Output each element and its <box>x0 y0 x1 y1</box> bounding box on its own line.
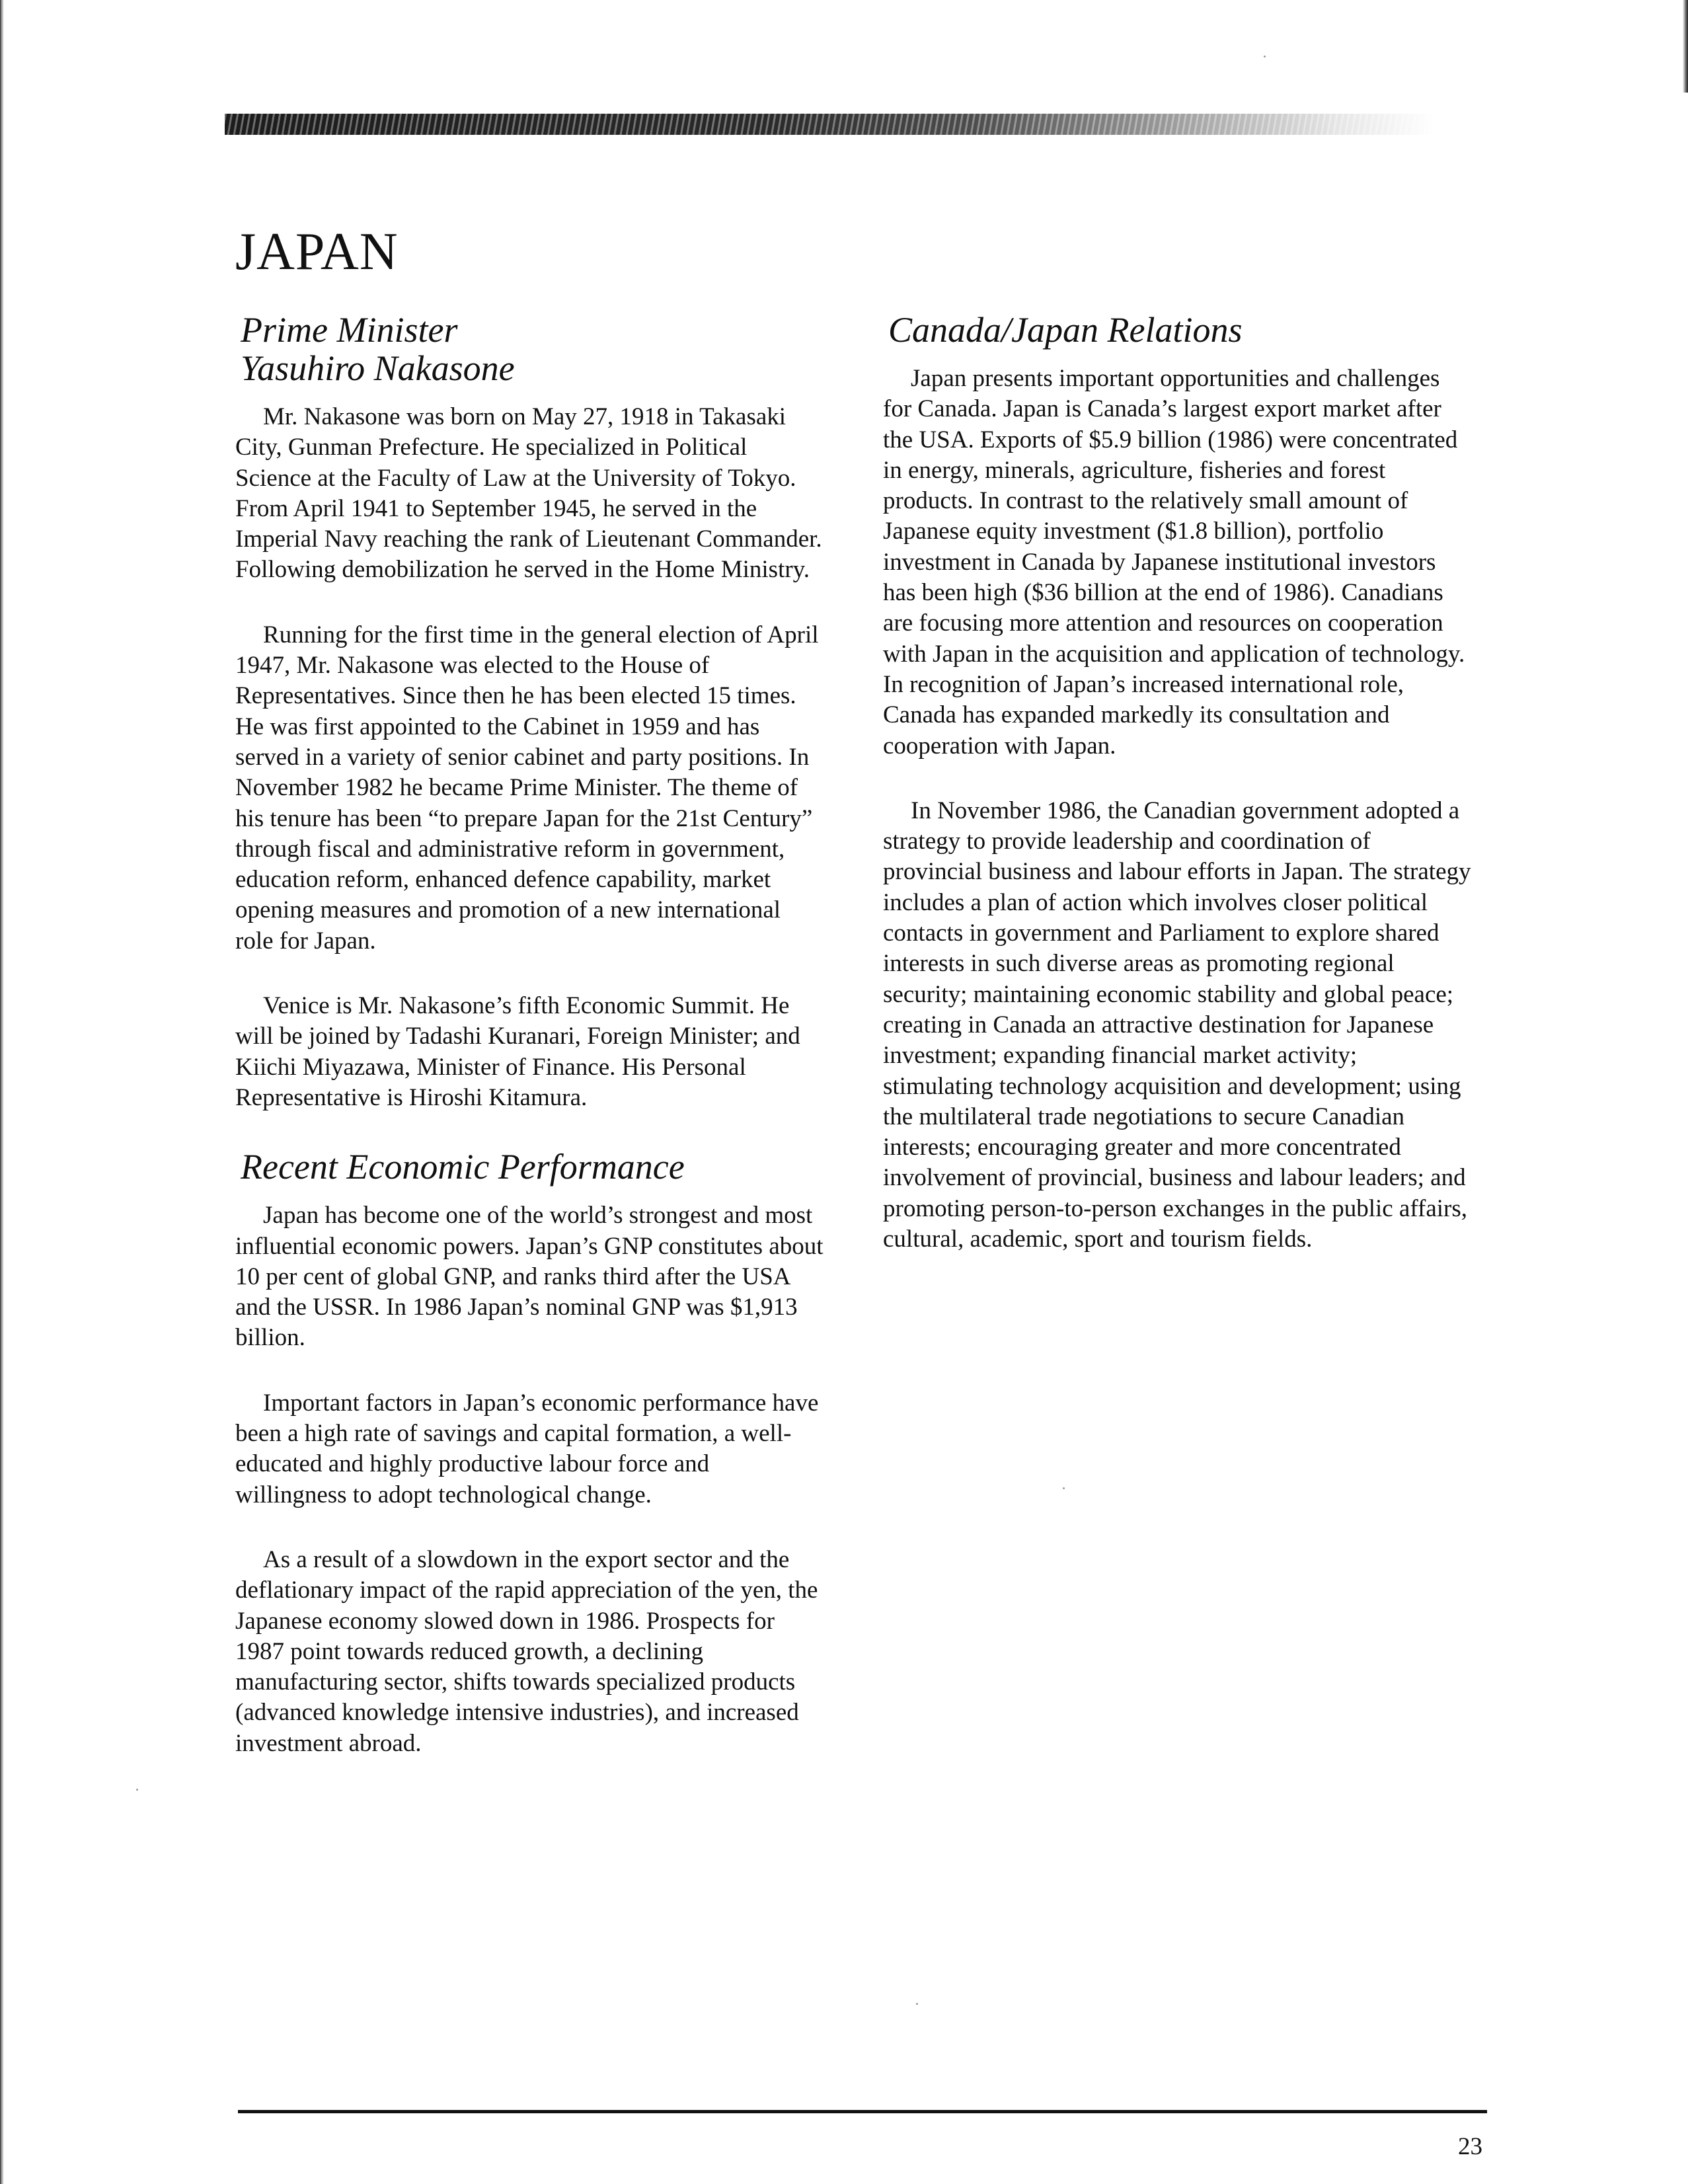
prime-minister-heading <box>241 311 824 387</box>
economic-performance-heading: Recent Economic Performance <box>241 1147 685 1187</box>
prime-minister-heading-line1: Prime Minister <box>241 310 458 350</box>
biography-paragraph: Venice is Mr. Nakasone’s fifth Economic Summit. He will be joined by Tadashi Kuranari, Foreign Minister; and Kiichi Miyazawa, Minister of Finance. His Personal Representative is Hiroshi Kitamura. <box>235 992 800 1111</box>
left-column <box>235 311 824 1793</box>
relations-paragraph: In November 1986, the Canadian government adopted a strategy to provide leadership and coordination of provincial business and labour efforts in Japan. The strategy includes a plan of action which involves closer political contacts in government and Parliament to explore shared interests in such diverse areas as promoting regional security; maintaining economic stability and global peace; creating in Canada an attractive destination for Japanese investment; expanding financial market activity; stimulating technology acquisition and development; using the multilateral trade negotiations to secure Canadian interests; encouraging greater and more concentrated involvement of provincial, business and labour leaders; and promoting person-to-person exchanges in the public affairs, cultural, academic, sport and tourism fields. <box>883 797 1471 1253</box>
economic-paragraph: As a result of a slowdown in the export sector and the deflationary impact of the rapid appreciation of the yen, the Japanese economy slowed down in 1986. Prospects for 1987 point towards reduced growth, a declining manufacturing sector, shifts towards specialized products (advanced knowledge intensive industries), and increased investment abroad. <box>235 1545 818 1757</box>
footer-rule <box>238 2110 1487 2113</box>
decorative-header-bar <box>225 114 1434 135</box>
page-title: JAPAN <box>235 223 399 281</box>
scan-speck <box>1063 1487 1065 1489</box>
canada-japan-relations-heading: Canada/Japan Relations <box>888 310 1243 350</box>
relations-paragraph: Japan presents important opportunities and challenges for Canada. Japan is Canada’s largest export market after the USA. Exports of $5.9 billion (1986) were concentrated in energy, minerals, agriculture, fisheries and forest products. In contrast to the relatively small amount of Japanese equity investment ($1.8 billion), portfolio investment in Canada by Japanese institutional investors has been high ($36 billion at the end of 1986). Canadians are focusing more attention and resources on cooperation with Japan in the acquisition and application of technology. In recognition of Japan’s increased international role, Canada has expanded markedly its consultation and cooperation with Japan. <box>883 365 1465 760</box>
prime-minister-heading-line2: Yasuhiro Nakasone <box>241 348 515 388</box>
page-number: 23 <box>1458 2133 1482 2160</box>
right-column <box>883 311 1471 1289</box>
scan-speck <box>1264 56 1266 58</box>
economic-paragraph: Japan has become one of the world’s strongest and most influential economic powers. Japan’s GNP constitutes about 10 per cent of global GNP, and ranks third after the USA and the USSR. In 1986 Japan’s nominal GNP was $1,913 billion. <box>235 1202 824 1352</box>
scan-right-edge <box>1683 0 1688 93</box>
scan-speck <box>136 1789 138 1791</box>
economic-paragraph: Important factors in Japan’s economic performance have been a high rate of savings and capital formation, a well-educated and highly productive labour force and willingness to adopt technological change. <box>235 1389 819 1508</box>
scan-speck <box>916 2003 918 2005</box>
scan-left-edge <box>0 0 4 2184</box>
biography-paragraph: Mr. Nakasone was born on May 27, 1918 in Takasaki City, Gunman Prefecture. He specialized in Political Science at the Faculty of Law at the University of Tokyo. From April 1941 to September 1945, he served in the Imperial Navy reaching the rank of Lieutenant Commander. Following demobilization he served in the Home Ministry. <box>235 403 822 584</box>
biography-paragraph: Running for the first time in the general election of April 1947, Mr. Nakasone was elected to the House of Representatives. Since then he has been elected 15 times. He was first appointed to the Cabinet in 1959 and has served in a variety of senior cabinet and party positions. In November 1982 he became Prime Minister. The theme of his tenure has been “to prepare Japan for the 21st Century” through fiscal and administrative reform in government, education reform, enhanced defence capability, market opening measures and promotion of a new international role for Japan. <box>235 621 819 955</box>
